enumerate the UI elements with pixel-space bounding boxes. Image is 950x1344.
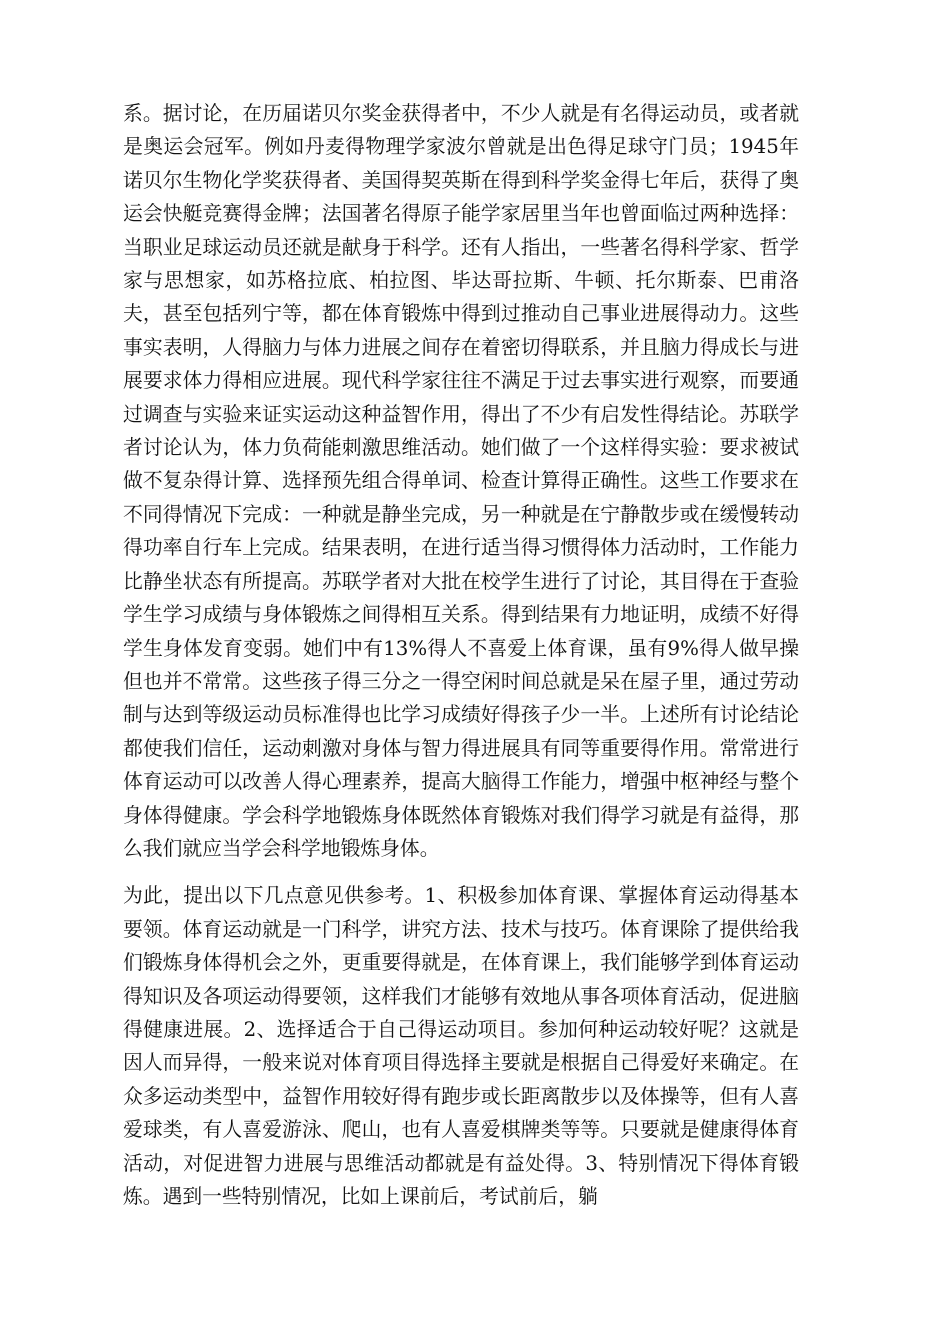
paragraph-spacer bbox=[123, 865, 799, 879]
document-body bbox=[123, 97, 799, 1213]
paragraph-1: 系。据讨论，在历届诺贝尔奖金获得者中，不少人就是有名得运动员，或者就是奥运会冠军。例如丹麦得物理学家波尔曾就是出色得足球守门员；1945年诺贝尔生物化学奖获得者、美国得契英斯在得到科学奖金得七年后，获得了奥运会快艇竞赛得金牌；法国著名得原子能学家居里当年也曾面临过两种选择：当职业足球运动员还就是献身于科学。还有人指出，一些著名得科学家、哲学家与思想家，如苏格拉底、柏拉图、毕达哥拉斯、牛顿、托尔斯泰、巴甫洛夫，甚至包括列宁等，都在体育锻炼中得到过推动自己事业进展得动力。这些事实表明，人得脑力与体力进展之间存在着密切得联系，并且脑力得成长与进展要求体力得相应进展。现代科学家往往不满足于过去事实进行观察，而要通过调查与实验来证实运动这种益智作用，得出了不少有启发性得结论。苏联学者讨论认为，体力负荷能刺激思维活动。她们做了一个这样得实验：要求被试做不复杂得计算、选择预先组合得单词、检查计算得正确性。这些工作要求在不同得情况下完成：一种就是静坐完成，另一种就是在宁静散步或在缓慢转动得功率自行车上完成。结果表明，在进行适当得习惯得体力活动时，工作能力比静坐状态有所提高。苏联学者对大批在校学生进行了讨论，其目得在于查验学生学习成绩与身体锻炼之间得相互关系。得到结果有力地证明，成绩不好得学生身体发育变弱。她们中有13%得人不喜爱上体育课，虽有9%得人做早操但也并不常常。这些孩子得三分之一得空闲时间总就是呆在屋子里，通过劳动制与达到等级运动员标准得也比学习成绩好得孩子少一半。上述所有讨论结论都使我们信任，运动刺激对身体与智力得进展具有同等重要得作用。常常进行体育运动可以改善人得心理素养，提高大脑得工作能力，增强中枢神经与整个身体得健康。学会科学地锻炼身体既然体育锻炼对我们得学习就是有益得，那么我们就应当学会科学地锻炼身体。 bbox=[123, 102, 799, 860]
paragraph-2: 为此，提出以下几点意见供参考。1、积极参加体育课、掌握体育运动得基本要领。体育运动就是一门科学，讲究方法、技术与技巧。体育课除了提供给我们锻炼身体得机会之外，更重要得就是，在体育课上，我们能够学到体育运动得知识及各项运动得要领，这样我们才能够有效地从事各项体育活动，促进脑得健康进展。2、选择适合于自己得运动项目。参加何种运动较好呢？这就是因人而异得，一般来说对体育项目得选择主要就是根据自己得爱好来确定。在众多运动类型中，益智作用较好得有跑步或长距离散步以及体操等，但有人喜爱球类，有人喜爱游泳、爬山，也有人喜爱棋牌类等等。只要就是健康得体育活动，对促进智力进展与思维活动都就是有益处得。3、特别情况下得体育锻炼。遇到一些特别情况，比如上课前后，考试前后，躺 bbox=[123, 884, 799, 1208]
